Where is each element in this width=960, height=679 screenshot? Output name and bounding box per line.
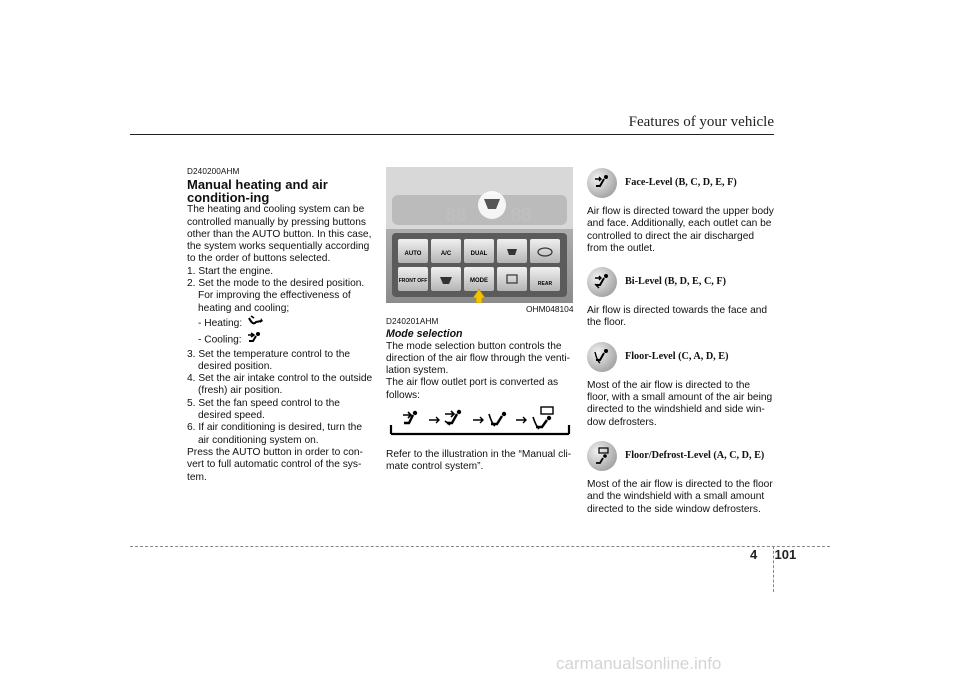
middle-column-footer	[386, 449, 573, 474]
section-title: Manual heating and air condition-ing	[187, 177, 328, 206]
bi-level-icon	[445, 410, 461, 425]
step-5: 5. Set the fan speed control to the desired speed.	[187, 397, 340, 422]
step-6: 6. If air conditioning is desired, turn the air conditioning system on.	[187, 422, 362, 446]
subsection-code: D240201AHM	[386, 317, 439, 326]
footer-rule	[130, 546, 830, 547]
face-level-text: Air flow is directed toward the upper body and face. Additionally, each outlet can be controlled to direct the air discharged from the outlet.	[587, 206, 774, 254]
auto-button-label: AUTO	[404, 251, 422, 257]
arrow-icon	[429, 417, 439, 423]
outro-paragraph: Press the AUTO button in order to con-vert to full automatic control of the sys-tem.	[187, 446, 363, 483]
watermark[interactable]: carmanualsonline.info	[556, 654, 722, 673]
floor-level-title: Floor-Level (C, A, D, E)	[625, 350, 729, 362]
page-header-title: Features of your vehicle	[628, 114, 774, 130]
face-level-icon	[587, 168, 617, 198]
page-number-value: 101	[774, 547, 797, 562]
step-2: 2. Set the mode to the desired position.	[187, 278, 365, 290]
face-level-icon	[403, 411, 417, 423]
right-column	[587, 168, 774, 528]
mode-button-label: MODE	[470, 278, 488, 284]
floor-level-text: Most of the air flow is directed to the floor, with a small amount of the air being directed to the windshield and side win-dow defrosters.	[587, 379, 773, 428]
svg-text:88: 88	[511, 205, 532, 225]
arrow-icon	[516, 417, 526, 423]
panel-buttons-bottom	[398, 267, 560, 291]
page-number	[750, 547, 796, 562]
face-level-title: Face-Level (B, C, D, E, F)	[625, 176, 737, 188]
step-1: 1. Start the engine.	[187, 265, 274, 277]
mode-floor-level	[587, 342, 774, 429]
heating-label: - Heating:	[198, 317, 243, 329]
left-column	[187, 166, 374, 484]
front-off-button-label: FRONT OFF	[398, 278, 428, 284]
step-4: 4. Set the air intake control to the outside (fresh) air position.	[187, 373, 373, 397]
floor-level-icon	[248, 315, 264, 331]
mode-paragraph-2: The air flow outlet port is converted as follows:	[386, 377, 559, 401]
mode-paragraph-3: Refer to the illustration in the “Manual cli-mate control system”.	[386, 449, 572, 473]
climate-control-panel-image	[386, 167, 573, 303]
floor-level-icon	[489, 412, 506, 426]
header-rule	[130, 134, 774, 135]
heating-line	[187, 315, 374, 331]
floor-defrost-icon	[587, 441, 617, 471]
face-level-icon	[247, 331, 263, 348]
step-2-note: For improving the effectiveness of heating and cooling;	[198, 290, 351, 314]
mode-bi-level	[587, 267, 774, 330]
cooling-line	[187, 331, 374, 348]
subsection-title: Mode selection	[386, 328, 463, 341]
image-code: OHM048104	[526, 304, 574, 314]
middle-column	[386, 316, 573, 402]
panel-buttons-top	[398, 239, 560, 263]
mode-face-level	[587, 168, 774, 255]
rear-button-label: REAR	[537, 281, 553, 287]
bi-level-icon	[587, 267, 617, 297]
intro-paragraph: The heating and cooling system can be controlled manually by pressing buttons other than the AUTO button. In this case, the system works sequentially according to the order of buttons selected.	[187, 204, 372, 265]
floor-defrost-text: Most of the air flow is directed to the floor and the windshield with a small amount directed to the side window defrosters.	[587, 478, 773, 515]
mode-paragraph-1: The mode selection button controls the direction of the air flow through the venti-lation system.	[386, 340, 571, 377]
step-3: 3. Set the temperature control to the desired position.	[187, 348, 351, 372]
arrow-icon	[473, 417, 483, 423]
cooling-label: - Cooling:	[198, 334, 242, 346]
floor-level-icon	[587, 342, 617, 372]
bi-level-title: Bi-Level (B, D, E, C, F)	[625, 276, 727, 288]
mode-floor-defrost	[587, 441, 774, 516]
mode-sequence-diagram	[387, 405, 573, 439]
ac-button-label: A/C	[440, 251, 452, 257]
bi-level-text: Air flow is directed towards the face and the floor.	[587, 305, 768, 329]
display-digits: 88	[446, 205, 467, 225]
section-code: D240200AHM	[187, 167, 240, 176]
floor-defrost-title: Floor/Defrost-Level (A, C, D, E)	[625, 449, 765, 461]
chapter-number: 4	[750, 547, 758, 562]
dual-button-label: DUAL	[470, 251, 488, 257]
floor-defrost-icon	[533, 407, 553, 429]
